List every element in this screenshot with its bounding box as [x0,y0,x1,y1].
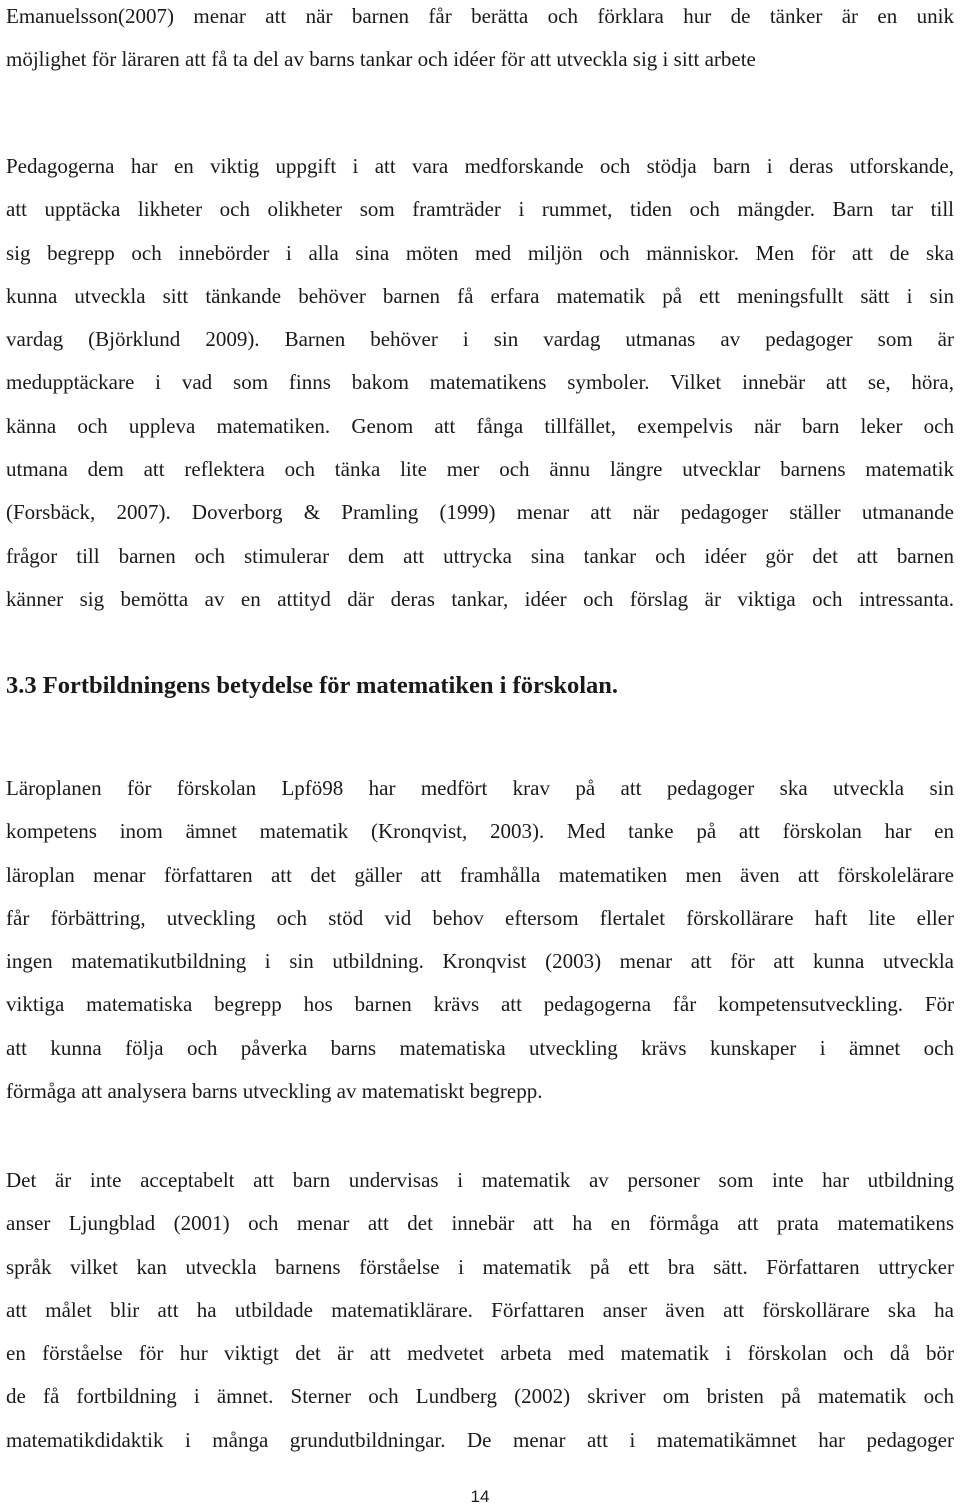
text-line: kunna utveckla sitt tänkande behöver barnen få erfara matematik på ett meningsfullt sätt i sin [6,283,954,308]
text-line: möjlighet för läraren att få ta del av barns tankar och idéer för att utveckla sig i sitt arbete [6,47,756,72]
text-line: frågor till barnen och stimulerar dem att uttrycka sina tankar och idéer gör det att barnen [6,543,954,568]
text-line: vardag (Björklund 2009). Barnen behöver i sin vardag utmanas av pedagoger som är [6,327,954,352]
text-line: matematikdidaktik i många grundutbildningar. De menar att i matematikämnet har pedagoger [6,1427,954,1452]
text-line: läroplan menar författaren att det gäller att framhålla matematiken men även att förskolelärare [6,862,954,887]
text-line: får förbättring, utveckling och stöd vid behov eftersom flertalet förskollärare haft lite eller [6,905,954,930]
page-number: 14 [470,1487,490,1506]
text-line: utmana dem att reflektera och tänka lite mer och ännu längre utvecklar barnens matematik [6,457,954,482]
text-line: en förståelse för hur viktigt det är att medvetet arbeta med matematik i förskolan och då bör [6,1341,954,1366]
paragraph-3 [6,767,954,1113]
text-line: Pedagogerna har en viktig uppgift i att vara medforskande och stödja barn i deras utforskande, [6,154,954,178]
text-line: kompetens inom ämnet matematik (Kronqvist, 2003). Med tanke på att förskolan har en [6,819,954,844]
text-line: medupptäckare i vad som finns bakom matematikens symboler. Vilket innebär att se, höra, [6,370,954,395]
text-line: känner sig bemötta av en attityd där deras tankar, idéer och förslag är viktiga och intressanta. [6,586,954,611]
text-line: (Forsbäck, 2007). Doverborg & Pramling (1999) menar att när pedagoger ställer utmanande [6,500,954,525]
text-line: att kunna följa och påverka barns matematiska utveckling krävs kunskaper i ämnet och [6,1035,954,1060]
text-line: Läroplanen för förskolan Lpfö98 har medfört krav på att pedagoger ska utveckla sin [6,776,954,800]
text-line: Det är inte acceptabelt att barn undervisas i matematik av personer som inte har utbildning [6,1168,954,1192]
section-heading: 3.3 Fortbildningens betydelse för matematiken i förskolan. [6,672,619,699]
paragraph-4 [6,1159,954,1462]
text-line: förmåga att analysera barns utveckling av matematiskt begrepp. [6,1079,543,1104]
text-line: de få fortbildning i ämnet. Sterner och Lundberg (2002) skriver om bristen på matematik och [6,1384,954,1409]
text-line: att upptäcka likheter och olikheter som framträder i rummet, tiden och mängder. Barn tar till [6,197,954,222]
text-line: sig begrepp och innebörder i alla sina möten med miljön och människor. Men för att de ska [6,240,954,265]
text-line: känna och uppleva matematiken. Genom att fånga tillfället, exempelvis när barn leker och [6,413,954,438]
paragraph-2 [6,145,954,621]
text-line: viktiga matematiska begrepp hos barnen krävs att pedagogerna får kompetensutveckling. För [6,992,954,1017]
text-line: anser Ljungblad (2001) och menar att det innebär att ha en förmåga att prata matematikens [6,1211,954,1236]
text-line: Emanuelsson(2007) menar att när barnen får berätta och förklara hur de tänker är en unik [6,4,954,28]
text-line: ingen matematikutbildning i sin utbildning. Kronqvist (2003) menar att för att kunna utveckla [6,949,954,974]
text-line: att målet blir att ha utbildade matematiklärare. Författaren anser även att förskollärare ska ha [6,1297,954,1322]
paragraph-1 [6,0,954,82]
text-line: språk vilket kan utveckla barnens förståelse i matematik på ett bra sätt. Författaren uttrycker [6,1254,954,1279]
